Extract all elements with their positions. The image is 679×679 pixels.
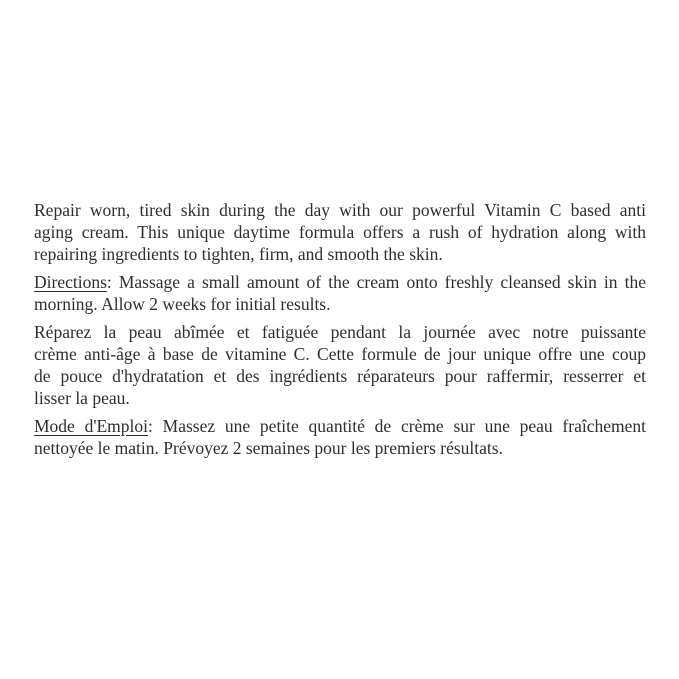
text-line: Réparez la peau abîmée et fatiguée pendant la journée avec notre puissante [34, 322, 646, 342]
text-line: lisser la peau. [34, 388, 130, 408]
text-line: nettoyée le matin. Prévoyez 2 semaines pour les premiers résultats. [34, 438, 503, 458]
text-line: crème anti-âge à base de vitamine C. Cette formule de jour unique offre une coup [34, 344, 646, 364]
section-heading-directions-fr: Mode d'Emploi [34, 416, 149, 436]
text-line: Directions: Massage a small amount of the cream onto freshly cleansed skin in the [34, 272, 646, 292]
text-line: Repair worn, tired skin during the day with our powerful Vitamin C based anti [34, 200, 646, 220]
text-line: morning. Allow 2 weeks for initial results. [34, 294, 331, 314]
text-line: repairing ingredients to tighten, firm, and smooth the skin. [34, 244, 443, 264]
text-line: de pouce d'hydratation et des ingrédients réparateurs pour raffermir, resserrer et [34, 366, 646, 386]
label-text-block [34, 199, 646, 459]
paragraph-description-en [34, 199, 646, 265]
paragraph-description-fr [34, 321, 646, 409]
paragraph-directions-fr [34, 415, 646, 459]
section-heading-directions-en: Directions [34, 272, 107, 292]
text-line: aging cream. This unique daytime formula offers a rush of hydration along with [34, 222, 646, 242]
text-line: Mode d'Emploi: Massez une petite quantité de crème sur une peau fraîchement [34, 416, 646, 436]
paragraph-directions-en [34, 271, 646, 315]
